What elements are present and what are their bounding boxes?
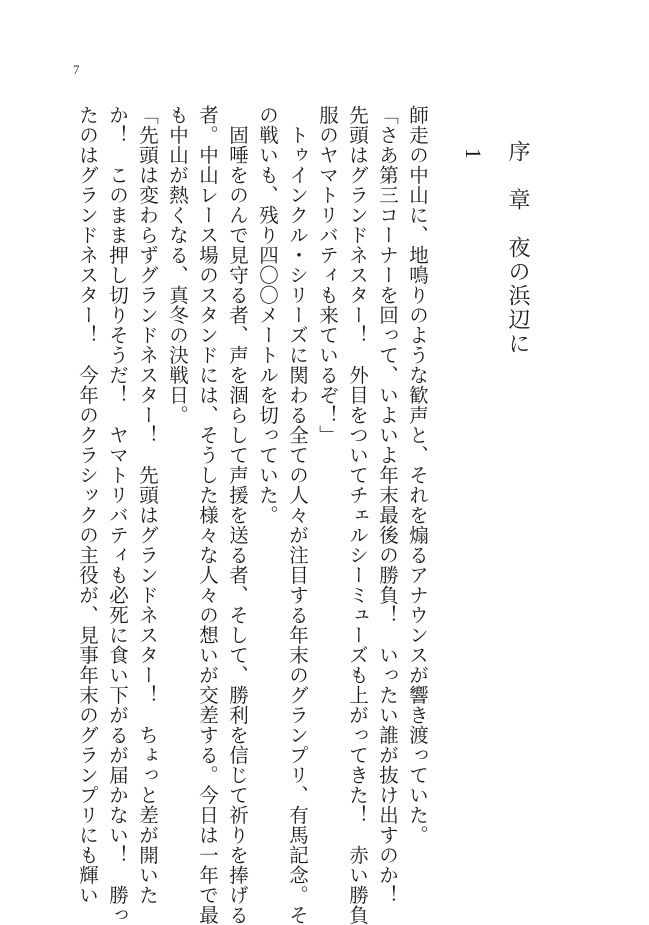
chapter-title [502, 140, 532, 356]
text-column-8: 者。中山レース場のスタンドには、そうした様々な人々の想いが交差する。今日は一年で最 [196, 105, 219, 925]
text-column-12: たのはグランドネスター！ 今年のクラシックの主役が、見事年末のグランプリにも輝い [76, 105, 99, 905]
text-column-6: の戦いも、残り四〇〇メートルを切っていた。 [256, 105, 279, 525]
text-column-7: 固唾をのんで見守る者、声を涸らして声援を送る者、そして、勝利を信じて祈りを捧げる [226, 125, 249, 925]
text-column-5: トゥインクル・シリーズに関わる全ての人々が注目する年末のグランプリ、有馬記念。そ [286, 125, 309, 925]
text-column-11: か！ このまま押し切りそうだ！ ヤマトリバティも必死に食い下がるが届かない！ 勝っ [106, 105, 129, 925]
text-column-3: 先頭はグランドネスター！ 外目をついてチェルシーミューズも上がってきた！ 赤い勝負 [346, 105, 369, 925]
page-number: 7 [73, 62, 80, 77]
chapter-name: 夜の浜辺に [505, 236, 530, 357]
text-column-4: 服のヤマトリバティも来ているぞ！」 [316, 105, 339, 445]
chapter-label: 序 章 [505, 140, 530, 212]
text-column-2: 「さあ第三コーナーを回って、いよいよ年末最後の勝負！ いったい誰が抜け出すのか！ [376, 105, 399, 905]
text-column-1: 師走の中山に、地鳴りのような歓声と、それを煽るアナウンスが響き渡っていた。 [406, 105, 429, 845]
section-number: 1 [461, 148, 486, 159]
text-column-9: も中山が熱くなる、真冬の決戦日。 [166, 105, 189, 425]
text-column-10: 「先頭は変わらずグランドネスター！ 先頭はグランドネスター！ ちょっと差が開いた [136, 105, 159, 905]
